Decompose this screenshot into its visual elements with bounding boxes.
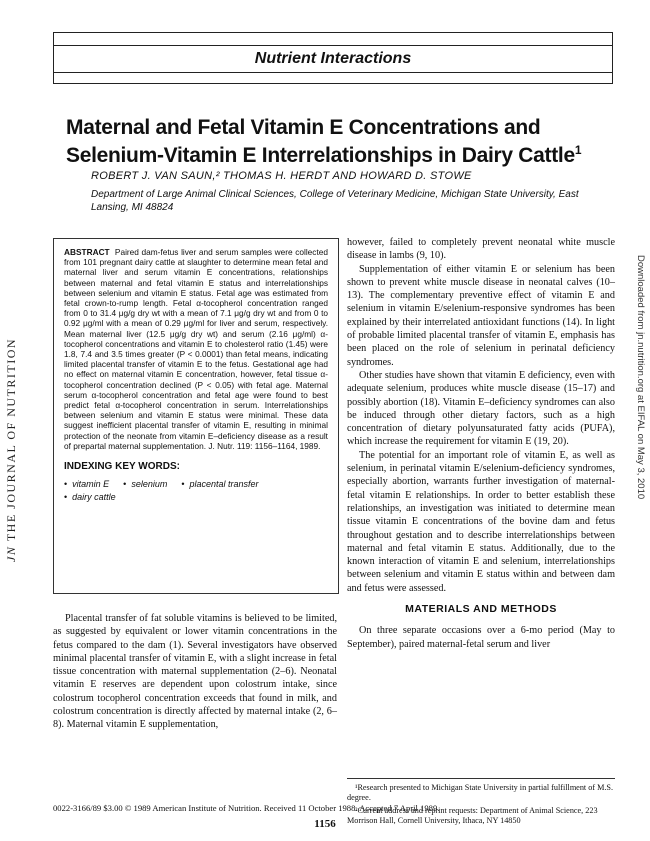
keyword-item: [64, 491, 116, 504]
abstract: [64, 247, 328, 451]
bullet-icon: •: [123, 479, 127, 490]
keyword-item: [181, 478, 258, 491]
abstract-box: [53, 238, 339, 594]
title-footnote-mark: 1: [574, 143, 582, 157]
keyword-text: placental transfer: [189, 479, 259, 490]
article-title-text: Maternal and Fetal Vitamin E Concentrations and Selenium-Vitamin E Interrelationships in Dairy Cattle: [66, 116, 575, 167]
keywords-list: [64, 478, 328, 504]
abstract-label: ABSTRACT: [64, 247, 110, 257]
authors: ROBERT J. VAN SAUN,² THOMAS H. HERDT AND HOWARD D. STOWE: [91, 170, 472, 182]
methods-heading: MATERIALS AND METHODS: [405, 603, 557, 616]
keyword-item: [64, 478, 109, 491]
journal-name: THE JOURNAL OF NUTRITION: [4, 337, 18, 542]
bullet-icon: •: [64, 492, 68, 503]
keywords-heading: INDEXING KEY WORDS:: [64, 461, 180, 473]
body-paragraph: Other studies have shown that vitamin E deficiency, even with adequate selenium, produces white muscle disease (15–17) and possibly abortion (18). Vitamin E–deficiency syndromes can also be induced through other dietary factors, such as a high concentration of dietary polyunsaturated fatty acids (PUFA), which increase the requirement for vitamin E (19, 20).: [347, 369, 615, 448]
affiliation: Department of Large Animal Clinical Sciences, College of Veterinary Medicine, Michigan State University, East Lansing, MI 48824: [91, 189, 579, 213]
body-paragraph: The potential for an important role of vitamin E, as well as selenium, in perinatal vitamin E/selenium-deficiency syndromes, especially abortion, warrants further investigation of maternal-fetal vitamin E relationships. In order to better establish these relationships, an investigation was initiated to determine mean tissue vitamin E concentrations of the bovine dam and fetus throughout gestation and to describe interrelationships between maternal and fetal vitamin E status. Additionally, due to the known interaction of vitamin E and selenium, interrelationships between selenium and vitamin E status within and between dam and fetus were assessed.: [347, 449, 615, 594]
right-column: [347, 236, 615, 651]
download-note: Downloaded from jn.nutrition.org at EIFAL on May 3, 2010: [635, 255, 646, 500]
journal-sidebar: [4, 300, 20, 600]
body-paragraph: however, failed to completely prevent neonatal white muscle disease in lambs (9, 10).: [347, 237, 615, 262]
abstract-text: Paired dam-fetus liver and serum samples were collected from 101 pregnant dairy cattle at slaughter to determine mean fetal and maternal liver and serum vitamin E concentrations, relationships between maternal and fetal vitamin E status and interrelationships between selenium and vitamin E status. Fetal age was estimated from fetal crown-to-rump length. Fetal α-tocopherol concentration ranged from 0 to 31.4 μg/g dry wt with a mean of 7.1 μg/g dry wt and from 0 to 0.92 μg/ml with a mean of 0.29 μg/ml for liver and serum, respectively. Mean maternal liver (12.5 μg/g dry wt) and serum (2.16 μg/ml) α-tocopherol concentrations and vitamin E to cholesterol ratio (1.45) were 1.8, 7.4 and 3.5 times greater (P < 0.0001) than fetal means, indicating limited placental transfer of vitamin E to the fetus. Gestational age had no effect on maternal vitamin E concentration, however, fetal tissue α-tocopherol concentration declined (P < 0.05) with fetal age. Maternal serum α-tocopherol concentration and fetal age were found to best predict fetal α-tocopherol concentration in serum. Interrelationships between selenium and vitamin E status were minimal. These data suggest inefficient placental transfer of vitamin E, resulting in minimal protection of the neonate from vitamin E–deficiency disease as a result of prepartal maternal supplementation. J. Nutr. 119: 1156–1164, 1989.: [64, 247, 328, 451]
section-header-box: [53, 32, 613, 84]
keyword-text: vitamin E: [72, 479, 110, 490]
footnote: ¹Research presented to Michigan State University in partial fulfillment of M.S. degree.: [347, 783, 614, 802]
journal-abbrev: JN: [4, 545, 18, 563]
left-column-body: [53, 612, 337, 732]
keyword-text: selenium: [131, 479, 168, 490]
keyword-text: dairy cattle: [72, 492, 116, 503]
section-title: Nutrient Interactions: [254, 50, 412, 67]
bullet-icon: •: [181, 479, 185, 490]
section-header-band: [54, 45, 612, 73]
bullet-icon: •: [64, 479, 68, 490]
citation-line: 0022-3166/89 $3.00 © 1989 American Institute of Nutrition. Received 11 October 1988. Accepted 7 April 1989.: [53, 803, 440, 813]
footnote: ²Current address and reprint requests: Department of Animal Science, 223 Morrison Hall, Cornell University, Ithaca, NY 14850: [347, 806, 598, 825]
page-number: 1156: [314, 818, 336, 830]
body-paragraph: On three separate occasions over a 6-mo period (May to September), paired maternal-fetal serum and liver: [347, 625, 615, 650]
keyword-item: [123, 478, 167, 491]
article-title: [66, 116, 606, 167]
body-paragraph: Supplementation of either vitamin E or selenium has been shown to prevent white muscle disease in neonatal calves (10–13). The complementary preventive effect of vitamin E and selenium in vitamin E/selenium-responsive syndromes has been explained by their interrelated antioxidant functions (14). In light of probable limited placental transfer of vitamin E, emphasis has been placed on the role of selenium in perinatal deficiency syndromes.: [347, 263, 615, 368]
body-paragraph: Placental transfer of fat soluble vitamins is believed to be limited, as suggested by equivalent or lower vitamin concentrations in the fetus compared to the dam (1). Several investigators have observed minimal placental transfer of vitamin E, with a slight increase in fetal tissue concentration with maternal supplementation (2–6). Neonatal vitamin E reserves are dependent upon colostrum intake, since colostrum tocopherol concentration exceeds that found in milk, and colostrum concentration is directly affected by maternal intake (2, 6–8). Maternal vitamin E supplementation,: [53, 613, 337, 731]
